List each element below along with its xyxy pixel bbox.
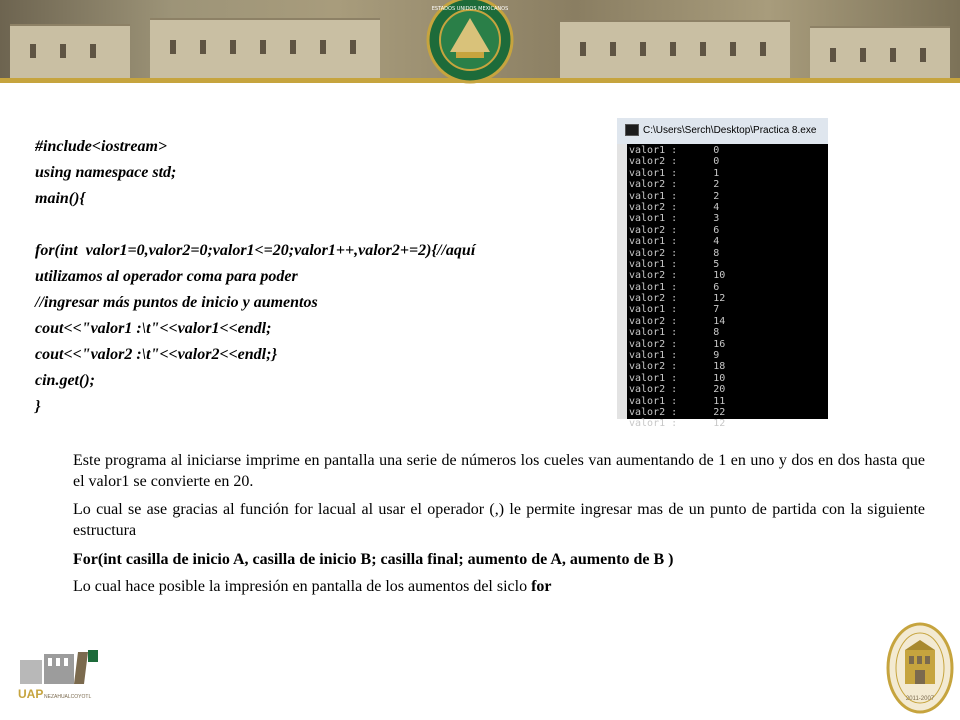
console-line: valor2 : 2: [629, 179, 720, 191]
code-block: [35, 134, 475, 420]
anniversary-seal: [885, 620, 955, 716]
console-line: valor1 : 7: [629, 304, 720, 316]
console-line: valor1 : 6: [629, 281, 720, 293]
syntax-paragraph: For(int casilla de inicio A, casilla de inicio B; casilla final; aumento de A, aumento de B ): [73, 551, 674, 568]
svg-text:ESTADOS UNIDOS MEXICANOS: ESTADOS UNIDOS MEXICANOS: [431, 6, 509, 12]
conclusion-paragraph: [73, 576, 925, 597]
console-scrollbar[interactable]: [617, 144, 627, 419]
console-line: valor1 : 5: [629, 258, 720, 270]
code-line: utilizamos al operador coma para poder: [35, 268, 298, 285]
console-title: C:\Users\Serch\Desktop\Practica 8.exe: [643, 125, 817, 136]
console-line: valor1 : 9: [629, 350, 720, 362]
description-paragraph: Este programa al iniciarse imprime en pantalla una serie de números los cueles van aumentando de 1 en uno y dos en dos hasta que el valor1 se convierte en 20.: [73, 452, 925, 490]
console-line: valor2 : 6: [629, 224, 720, 236]
conclusion-keyword: for: [531, 578, 552, 595]
console-line: valor2 : 18: [629, 361, 726, 373]
code-line: cin.get();: [35, 372, 95, 389]
console-line: valor2 : 4: [629, 201, 720, 213]
code-line: [35, 212, 475, 238]
console-line: valor2 : 14: [629, 315, 726, 327]
uap-logo: [14, 646, 124, 706]
code-line: main(){: [35, 190, 86, 207]
svg-text:UAP: UAP: [18, 687, 44, 701]
console-line: valor2 : 12: [629, 293, 726, 305]
console-line: valor1 : 3: [629, 213, 720, 225]
console-line: valor1 : 4: [629, 236, 720, 248]
console-line: valor1 : 11: [629, 395, 726, 407]
code-line: }: [35, 398, 41, 415]
svg-text:2011-2007: 2011-2007: [905, 696, 935, 702]
code-line: using namespace std;: [35, 164, 177, 181]
console-line: valor2 : 0: [629, 156, 720, 168]
console-line: valor2 : 8: [629, 247, 720, 259]
code-line: #include<iostream>: [35, 138, 168, 155]
console-line: valor1 : 12: [629, 418, 726, 430]
console-line: valor1 : 10: [629, 372, 726, 384]
console-line: valor2 : 16: [629, 338, 726, 350]
explanation-paragraph: Lo cual se ase gracias al función for lacual al usar el operador (,) le permite ingresar mas de un punto de partida con la siguiente estructura: [73, 501, 925, 539]
code-line: for(int valor1=0,valor2=0;valor1<=20;valor1++,valor2+=2){//aquí: [35, 242, 476, 259]
conclusion-text: Lo cual hace posible la impresión en pantalla de los aumentos del siclo: [73, 578, 532, 595]
console-app-icon: [625, 124, 639, 136]
console-output: [629, 145, 725, 430]
console-window: [617, 118, 828, 430]
console-line: valor1 : 1: [629, 167, 720, 179]
console-line: valor2 : 20: [629, 384, 726, 396]
console-line: valor1 : 2: [629, 190, 720, 202]
console-line: valor2 : 22: [629, 406, 726, 418]
code-line: //ingresar más puntos de inicio y aumentos: [35, 294, 318, 311]
console-titlebar: [617, 118, 828, 144]
university-seal-top: [410, 0, 530, 86]
console-line: valor2 : 10: [629, 270, 726, 282]
console-line: valor1 : 8: [629, 327, 720, 339]
svg-text:NEZAHUALCOYOTL: NEZAHUALCOYOTL: [44, 694, 92, 700]
console-line: valor1 : 0: [629, 145, 720, 156]
code-line: cout<<"valor1 :\t"<<valor1<<endl;: [35, 320, 272, 337]
code-line: cout<<"valor2 :\t"<<valor2<<endl;}: [35, 346, 278, 363]
